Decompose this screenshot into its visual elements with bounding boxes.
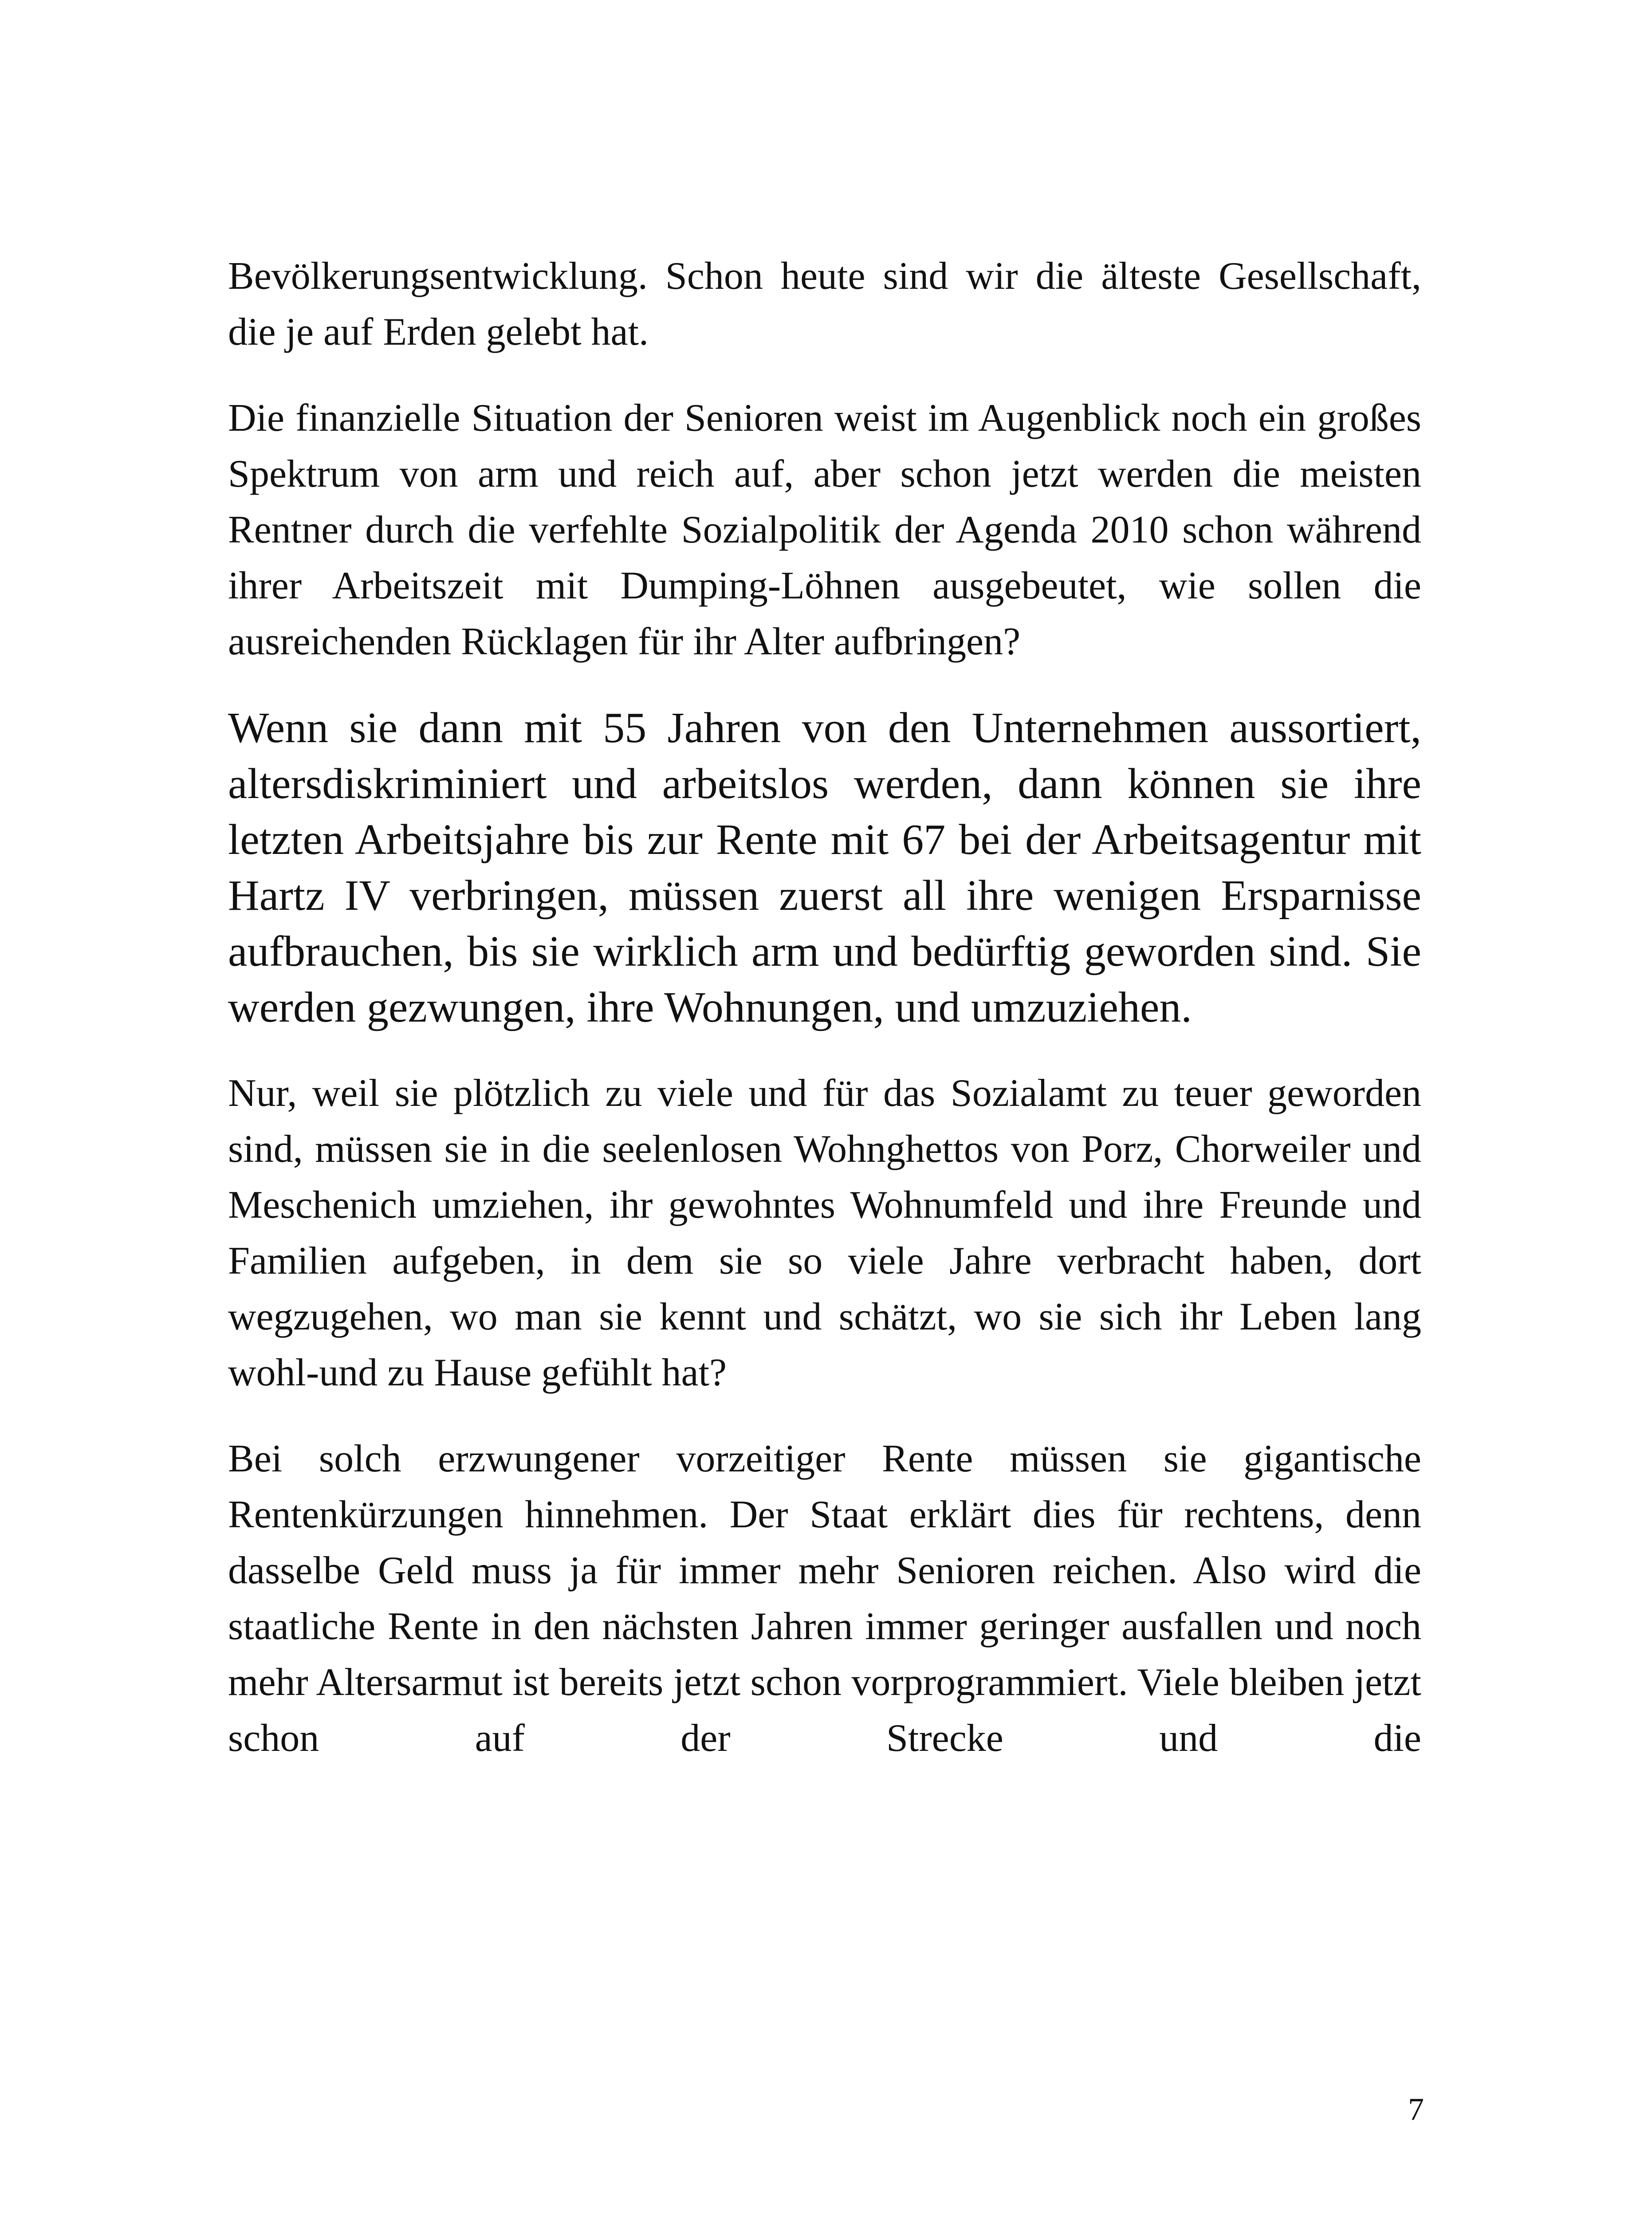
- paragraph-1: Bevölkerungsentwicklung. Schon heute sind wir die älteste Gesellschaft, die je auf Erden gelebt hat.: [228, 255, 1421, 354]
- paragraph-2: Die finanzielle Situation der Senioren weist im Augenblick noch ein großes Spektrum von arm und reich auf, aber schon jetzt werden die meisten Rentner durch die verfehlte Sozialpolitik der Agenda 2010 schon während ihrer Arbeitszeit mit Dumping-Löhnen ausgebeutet, wie sollen die ausreichenden Rücklagen für ihr Alter aufbringen?: [228, 397, 1421, 663]
- page-number: 7: [1408, 2092, 1424, 2127]
- body-text: [228, 248, 1421, 1766]
- paragraph-3: Wenn sie dann mit 55 Jahren von den Unternehmen aussortiert, altersdiskriminiert und arbeitslos werden, dann können sie ihre letzten Arbeitsjahre bis zur Rente mit 67 bei der Arbeitsagentur mit Hartz IV verbringen, müssen zuerst all ihre wenigen Ersparnisse aufbrauchen, bis sie wirklich arm und bedürftig geworden sind. Sie werden gezwungen, ihre Wohnungen, und umzuziehen.: [228, 704, 1421, 1031]
- paragraph-4: Nur, weil sie plötzlich zu viele und für das Sozialamt zu teuer geworden sind, müssen sie in die seelenlosen Wohnghettos von Porz, Chorweiler und Meschenich umziehen, ihr gewohntes Wohnumfeld und ihre Freunde und Familien aufgeben, in dem sie so viele Jahre verbracht haben, dort wegzugehen, wo man sie kennt und schätzt, wo sie sich ihr Leben lang wohl-und zu Hause gefühlt hat?: [228, 1072, 1421, 1394]
- paragraph-5: Bei solch erzwungener vorzeitiger Rente müssen sie gigantische Rentenkürzungen hinnehmen. Der Staat erklärt dies für rechtens, denn dasselbe Geld muss ja für immer mehr Senioren reichen. Also wird die staatliche Rente in den nächsten Jahren immer geringer ausfallen und noch mehr Altersarmut ist bereits jetzt schon vorprogrammiert. Viele bleiben jetzt schon auf der Strecke und die: [228, 1437, 1421, 1760]
